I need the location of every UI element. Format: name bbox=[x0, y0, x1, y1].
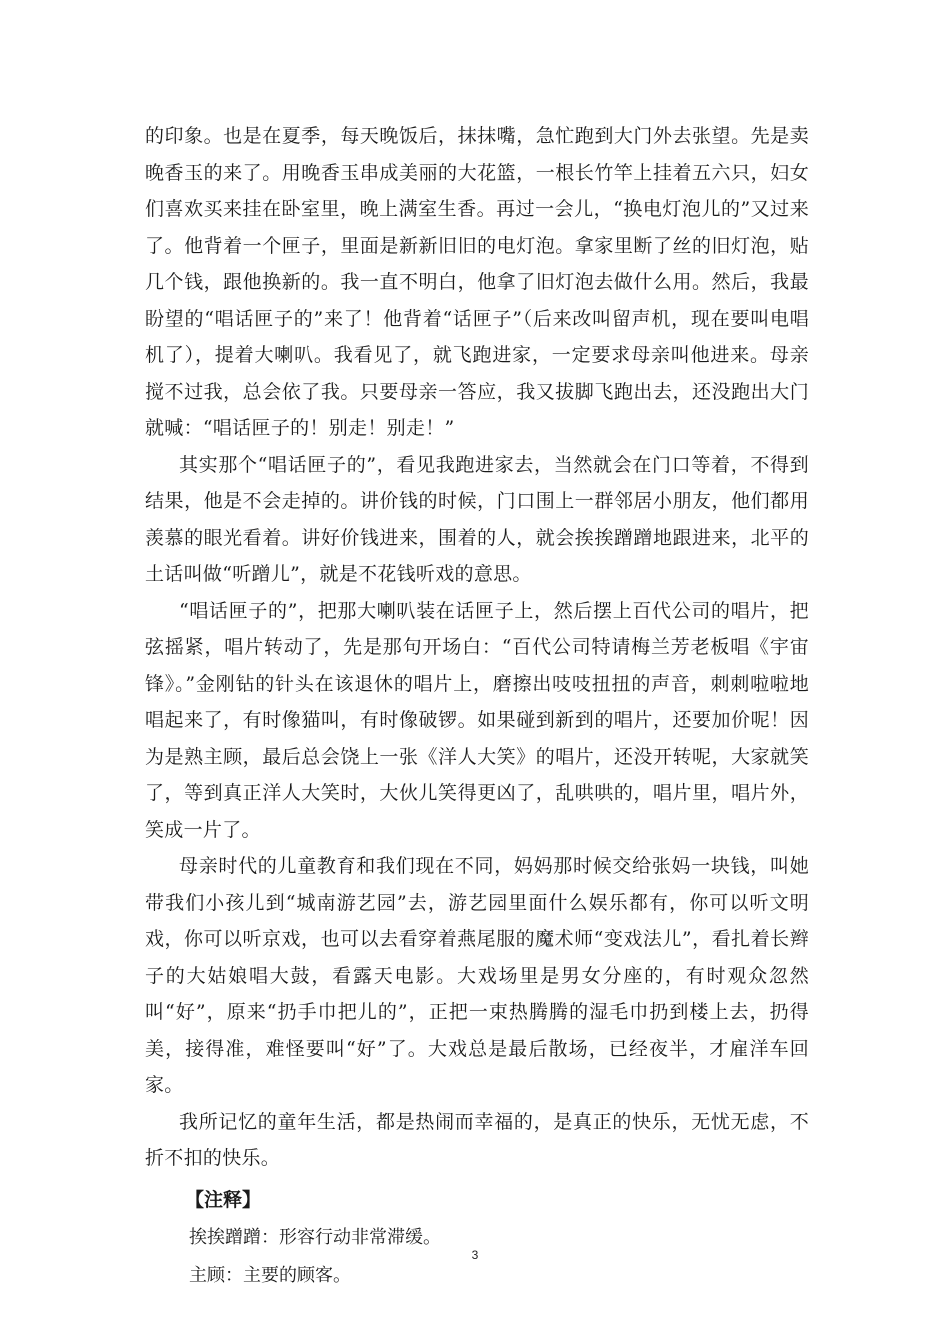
note-item: 挨挨蹭蹭：形容行动非常滞缓。 bbox=[189, 1226, 441, 1248]
document-body bbox=[145, 118, 809, 1295]
page-number: 3 bbox=[471, 1248, 479, 1262]
paragraph: 我所记忆的童年生活，都是热闹而幸福的，是真正的快乐，无忧无虑，不折不扣的快乐。 bbox=[145, 1110, 809, 1169]
paragraph: 的印象。也是在夏季，每天晚饭后，抹抹嘴，急忙跑到大门外去张望。先是卖晚香玉的来了。用晚香玉串成美丽的大花篮，一根长竹竿上挂着五六只，妇女们喜欢买来挂在卧室里，晚上满室生香。再过一会儿，“换电灯泡儿的”又过来了。他背着一个匣子，里面是新新旧旧的电灯泡。拿家里断了丝的旧灯泡，贴几个钱，跟他换新的。我一直不明白，他拿了旧灯泡去做什么用。然后，我最盼望的“唱话匣子的”来了！他背着“话匣子”（后来改叫留声机，现在要叫电唱机了），提着大喇叭。我看见了，就飞跑进家，一定要求母亲叫他进来。母亲搅不过我，总会依了我。只要母亲一答应，我又拔脚飞跑出去，还没跑出大门就喊：“唱话匣子的！别走！别走！” bbox=[145, 125, 809, 439]
paragraph: 其实那个“唱话匣子的”，看见我跑进家去，当然就会在门口等着，不得到结果，他是不会走掉的。讲价钱的时候，门口围上一群邻居小朋友，他们都用羡慕的眼光看着。讲好价钱进来，围着的人，就会挨挨蹭蹭地跟进来，北平的土话叫做“听蹭儿”，就是不花钱听戏的意思。 bbox=[145, 453, 809, 585]
notes-heading: 【注释】 bbox=[185, 1188, 262, 1211]
notes-section bbox=[145, 1181, 809, 1295]
paragraph: 母亲时代的儿童教育和我们现在不同，妈妈那时候交给张妈一块钱，叫她带我们小孩儿到“城南游艺园”去，游艺园里面什么娱乐都有，你可以听文明戏，你可以听京戏，也可以去看穿着燕尾服的魔术师“变戏法儿”，看扎着长辫子的大姑娘唱大鼓，看露天电影。大戏场里是男女分座的，有时观众忽然叫“好”，原来“扔手巾把儿的”，正把一束热腾腾的湿毛巾扔到楼上去，扔得美，接得准，难怪要叫“好”了。大戏总是最后散场，已经夜半，才雇洋车回家。 bbox=[145, 855, 809, 1096]
note-item: 主顾：主要的顾客。 bbox=[189, 1264, 351, 1286]
paragraph: “唱话匣子的”，把那大喇叭装在话匣子上，然后摆上百代公司的唱片，把弦摇紧，唱片转动了，先是那句开场白：“百代公司特请梅兰芳老板唱《宇宙锋》。”金刚钻的针头在该退休的唱片上，磨擦出吱吱扭扭的声音，刺刺啦啦地唱起来了，有时像猫叫，有时像破锣。如果碰到新到的唱片，还要加价呢！因为是熟主顾，最后总会饶上一张《洋人大笑》的唱片，还没开转呢，大家就笑了，等到真正洋人大笑时，大伙儿笑得更凶了，乱哄哄的，唱片里，唱片外，笑成一片了。 bbox=[145, 599, 809, 841]
